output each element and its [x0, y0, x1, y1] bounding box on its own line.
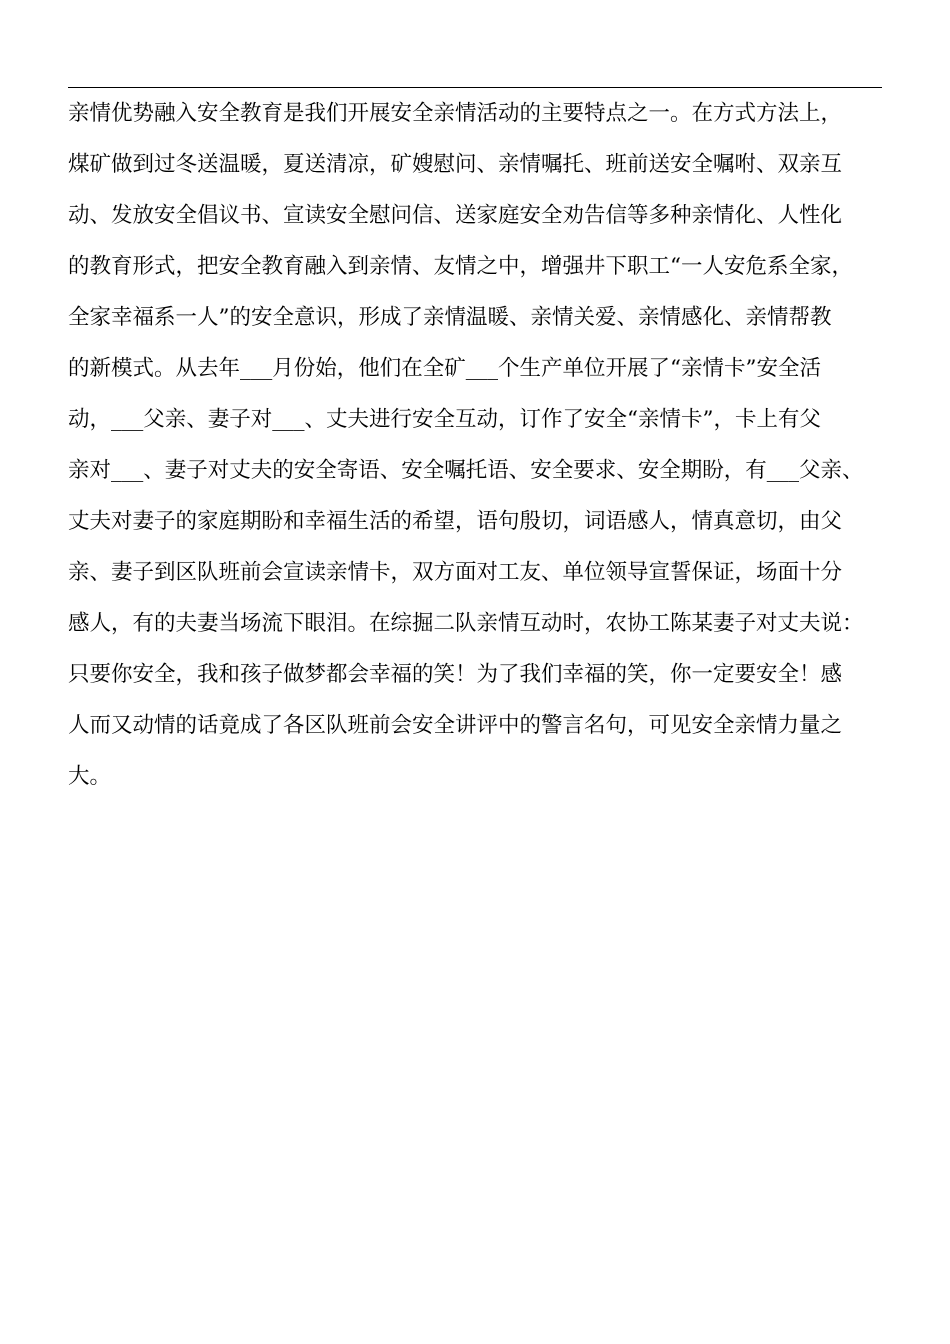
paragraph-line: 人而又动情的话竟成了各区队班前会安全讲评中的警言名句，可见安全亲情力量之	[68, 713, 843, 738]
paragraph-line: 亲、妻子到区队班前会宣读亲情卡，双方面对工友、单位领导宣誓保证，场面十分	[68, 560, 843, 585]
body-paragraph	[68, 92, 888, 806]
paragraph-line: 亲对___、妻子对丈夫的安全寄语、安全嘱托语、安全要求、安全期盼，有___父亲、	[68, 458, 864, 483]
paragraph-line: 感人，有的夫妻当场流下眼泪。在综掘二队亲情互动时，农协工陈某妻子对丈夫说：	[68, 611, 864, 636]
paragraph-line: 亲情优势融入安全教育是我们开展安全亲情活动的主要特点之一。在方式方法上，	[68, 101, 843, 126]
paragraph-line: 丈夫对妻子的家庭期盼和幸福生活的希望，语句殷切，词语感人，情真意切，由父	[68, 509, 843, 534]
paragraph-line: 大。	[68, 764, 112, 789]
paragraph-line: 煤矿做到过冬送温暖，夏送清凉，矿嫂慰问、亲情嘱托、班前送安全嘱咐、双亲互	[68, 152, 843, 177]
paragraph-line: 的新模式。从去年___月份始，他们在全矿___个生产单位开展了“亲情卡”安全活	[68, 356, 821, 381]
paragraph-line: 动，___父亲、妻子对___、丈夫进行安全互动，订作了安全“亲情卡”，卡上有父	[68, 407, 821, 432]
paragraph-line: 全家幸福系一人”的安全意识，形成了亲情温暖、亲情关爱、亲情感化、亲情帮教	[68, 305, 832, 330]
header-rule	[68, 87, 882, 88]
paragraph-line: 动、发放安全倡议书、宣读安全慰问信、送家庭安全劝告信等多种亲情化、人性化	[68, 203, 843, 228]
paragraph-line: 的教育形式，把安全教育融入到亲情、友情之中，增强井下职工“一人安危系全家，	[68, 254, 853, 279]
paragraph-line: 只要你安全，我和孩子做梦都会幸福的笑！为了我们幸福的笑，你一定要安全！感	[68, 662, 843, 687]
